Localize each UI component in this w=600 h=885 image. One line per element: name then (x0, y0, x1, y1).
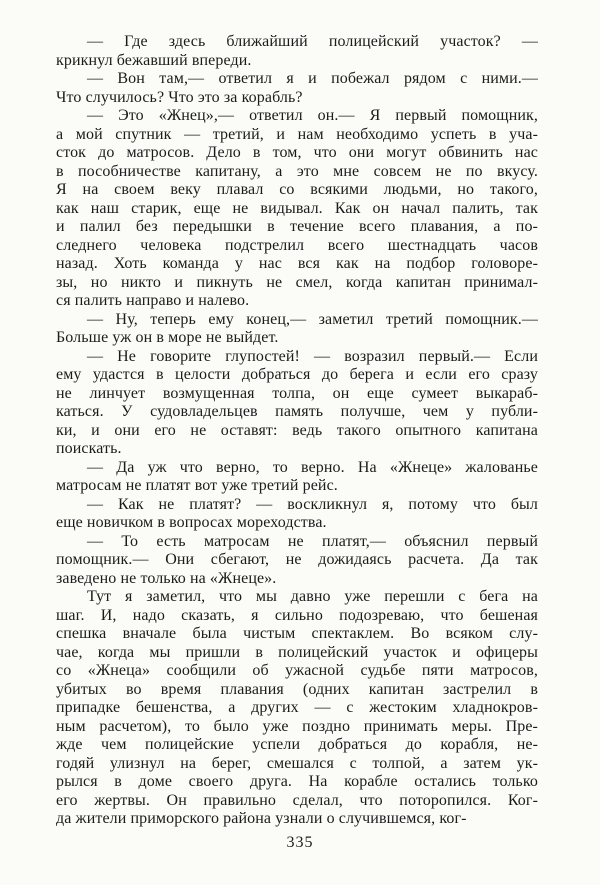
text-line: Тут я заметил, что мы давно уже перешли с бега на (87, 588, 538, 605)
text-line: зы, но никто и пикнуть не смел, когда капитан принимал- (56, 273, 538, 291)
text-line: припадке бешенства, а других — с жестоким хладнокров- (56, 699, 538, 716)
paragraph (56, 496, 538, 533)
text-line: матросам не платят вот уже третий рейс. (56, 477, 338, 494)
text-line: не линчует возмущенная толпа, он еще сумеет выкараб- (56, 384, 538, 402)
text-line: назад. Хоть команда у нас вся как на подбор головоре- (56, 255, 538, 272)
text-line: еще новичком в вопросах мореходства. (56, 514, 327, 531)
text-line: — Не говорите глупостей! — возразил первый.— Если (87, 347, 538, 365)
text-line: жде чем полицейские успели добраться до корабля, не- (56, 736, 538, 753)
text-line: — Вон там,— ответил я и побежал рядом с ними.— (87, 70, 538, 87)
text-line: спешка вначале была чистым спектаклем. Во всяком слу- (56, 625, 538, 642)
text-line: ся палить направо и налево. (56, 292, 250, 309)
text-line: в пособничестве капитану, а это мне совсем не по вкусу. (56, 162, 538, 180)
text-line: годяй улизнул на берег, смешался с толпой, а затем ук- (56, 754, 538, 772)
text-line: да жители приморского района узнали о случившемся, ког- (56, 810, 467, 827)
text-line: со «Жнеца» сообщили об ужасной судьбе пяти матросов, (56, 662, 538, 679)
text-line: поискать. (56, 440, 122, 457)
text-line: следнего человека подстрелил всего шестнадцать часов (56, 236, 538, 254)
text-line: его жертвы. Он правильно сделал, что поторопился. Ког- (56, 791, 538, 809)
paragraph (56, 70, 538, 107)
text-line: а мой спутник — третий, и нам необходимо успеть в уча- (56, 125, 538, 143)
text-line: ки, и они его не оставят: ведь такого опытного капитана (56, 421, 538, 439)
text-line: каться. У судовладельцев память получше, чем у публи- (56, 403, 538, 420)
paragraph (56, 348, 538, 459)
text-line: — Это «Жнец»,— ответил он.— Я первый помощник, (87, 107, 538, 124)
paragraph (56, 33, 538, 70)
text-line: заведено не только на «Жнеце». (56, 569, 277, 587)
text-line: как наш старик, еще не видывал. Как он начал палить, так (56, 199, 538, 217)
text-line: — Да уж что верно, то верно. На «Жнеце» жалованье (87, 458, 538, 476)
text-line: чае, когда мы пришли в полицейский участок и офицеры (56, 643, 538, 661)
text-line: Я на своем веку плавал со всякими людьми, но такого, (56, 181, 538, 198)
text-line: рылся в доме своего друга. На корабле остались только (56, 773, 538, 790)
text-line: помощник.— Они сбегают, не дожидаясь расчета. Да так (56, 551, 538, 568)
text-line: убитых во время плавания (одних капитан застрелил в (56, 680, 538, 698)
paragraph (56, 107, 538, 311)
page-number: 335 (286, 833, 314, 851)
paragraph (56, 459, 538, 496)
paragraph (56, 311, 538, 348)
text-line: ему удастся в целости добраться до берега и если его сразу (56, 366, 538, 383)
text-line: — То есть матросам не платят,— объяснил первый (87, 532, 538, 550)
text-line: и палил без передышки в течение всего плавания, а по- (56, 218, 538, 235)
paragraph (56, 588, 538, 829)
text-line: шаг. И, надо сказать, я сильно подозреваю, что бешеная (56, 606, 538, 624)
text-line: Что случилось? Что это за корабль? (56, 88, 303, 106)
text-line: сток до матросов. Дело в том, что они могут обвинить нас (56, 144, 538, 161)
text-line: ным расчетом), то было уже поздно принимать меры. Пре- (56, 717, 538, 735)
text-line: Больше уж он в море не выйдет. (56, 329, 279, 346)
paragraph (56, 533, 538, 589)
text-line: — Как не платят? — воскликнул я, потому что был (87, 495, 538, 513)
text-line: — Где здесь ближайший полицейский участок? — (87, 33, 538, 50)
text-line: — Ну, теперь ему конец,— заметил третий помощник.— (87, 310, 538, 328)
text-line: крикнул бежавший впереди. (56, 51, 252, 69)
